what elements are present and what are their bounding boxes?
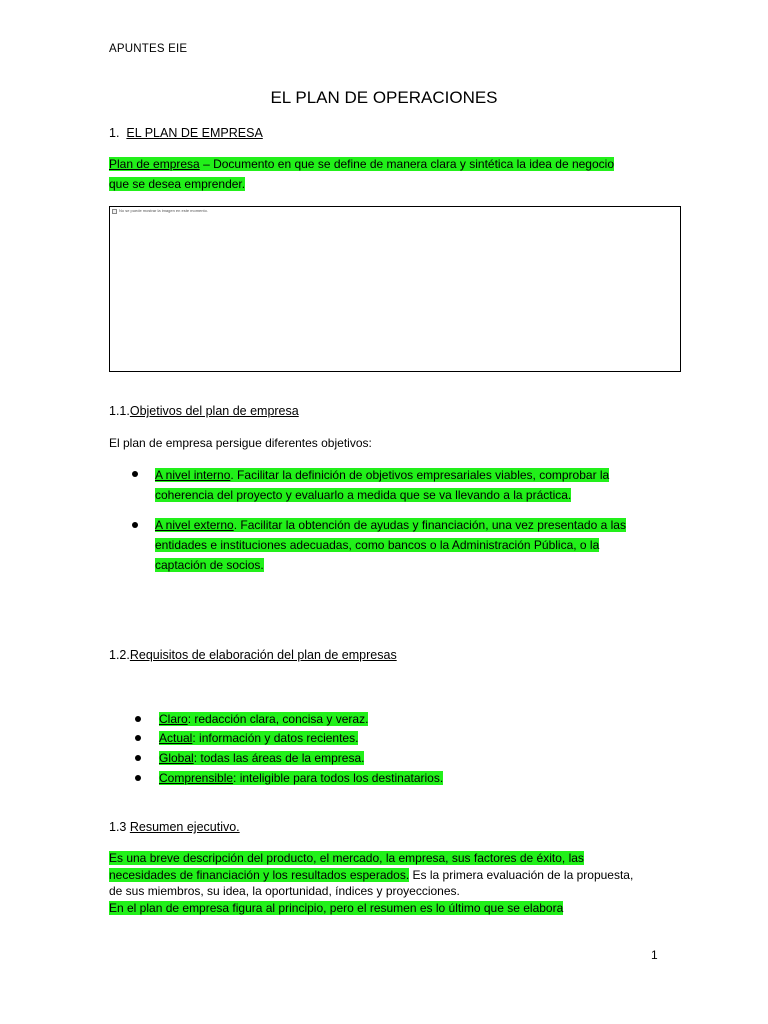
image-placeholder bbox=[109, 206, 681, 372]
section-1-1-number: 1.1. bbox=[109, 404, 130, 418]
objective-external-line1: . Facilitar la obtención de ayudas y financiación, una vez presentado a las bbox=[233, 518, 626, 532]
requirement-actual-text: : información y datos recientes. bbox=[192, 731, 359, 745]
section-1-number: 1. bbox=[109, 126, 120, 140]
requirement-claro-text: : redacción clara, concisa y veraz. bbox=[187, 712, 369, 726]
section-1-3-heading bbox=[109, 820, 240, 834]
objective-internal-line2: coherencia del proyecto y evaluarlo a medida que se va llevando a la práctica. bbox=[155, 488, 572, 502]
requirement-comprensible-text: : inteligible para todos los destinatarios. bbox=[233, 771, 444, 785]
definition-term: Plan de empresa bbox=[109, 157, 200, 171]
objective-internal-term: A nivel interno bbox=[155, 468, 231, 482]
summary-line2-rest: Es la primera evaluación de la propuesta, bbox=[409, 867, 634, 882]
section-1-1-title: Objetivos del plan de empresa bbox=[129, 404, 299, 418]
definition-text-line1: – Documento en que se define de manera clara y sintética la idea de negocio bbox=[199, 157, 614, 171]
requirement-comprensible bbox=[159, 768, 443, 788]
image-alt-text: No se puede mostrar la imagen en este momento. bbox=[119, 208, 208, 213]
summary-line1: Es una breve descripción del producto, el mercado, la empresa, sus factores de éxito, las bbox=[109, 851, 584, 865]
bullet-dot bbox=[132, 471, 138, 477]
requirement-comprensible-term: Comprensible bbox=[159, 771, 234, 785]
bullet-dot bbox=[135, 735, 141, 741]
requirement-actual-term: Actual bbox=[159, 731, 193, 745]
summary-line4: En el plan de empresa figura al principio, pero el resumen es lo último que se elabora bbox=[109, 900, 564, 915]
section-1-1-heading bbox=[109, 404, 299, 418]
page-header: APUNTES EIE bbox=[109, 43, 188, 55]
objective-internal bbox=[155, 465, 659, 505]
requirement-global-text: : todas las áreas de la empresa. bbox=[193, 751, 365, 765]
bullet-dot bbox=[132, 522, 138, 528]
requirement-claro-term: Claro bbox=[159, 712, 188, 726]
requirement-global-term: Global bbox=[159, 751, 194, 765]
section-1-2-number: 1.2. bbox=[109, 648, 130, 662]
requirement-claro bbox=[159, 709, 368, 729]
objective-external-line2: entidades e instituciones adecuadas, como bancos o la Administración Pública, o la bbox=[155, 538, 600, 552]
section-1-3-number: 1.3 bbox=[109, 820, 127, 834]
objective-internal-line1: . Facilitar la definición de objetivos empresariales viables, comprobar la bbox=[230, 468, 610, 482]
objective-external-term: A nivel externo bbox=[155, 518, 234, 532]
broken-image-icon bbox=[112, 209, 117, 214]
page-number: 1 bbox=[651, 948, 658, 962]
objectives-intro: El plan de empresa persigue diferentes objetivos: bbox=[109, 436, 372, 450]
objective-external bbox=[155, 515, 659, 575]
section-1-title: EL PLAN DE EMPRESA bbox=[126, 126, 263, 140]
section-1-2-heading bbox=[109, 648, 397, 662]
objective-external-line3: captación de socios. bbox=[155, 558, 264, 572]
section-1-3-title: Resumen ejecutivo. bbox=[129, 820, 240, 834]
bullet-dot bbox=[135, 775, 141, 781]
document-title: EL PLAN DE OPERACIONES bbox=[270, 88, 498, 107]
executive-summary-paragraph bbox=[109, 850, 659, 916]
section-1-heading bbox=[109, 126, 263, 140]
requirement-actual bbox=[159, 728, 358, 748]
section-1-2-title: Requisitos de elaboración del plan de empresas bbox=[129, 648, 397, 662]
bullet-dot bbox=[135, 716, 141, 722]
definition-text-line2: que se desea emprender. bbox=[109, 177, 246, 191]
requirement-global bbox=[159, 748, 364, 768]
summary-line3: de sus miembros, su idea, la oportunidad, índices y proyecciones. bbox=[109, 884, 460, 898]
summary-line2-highlighted: necesidades de financiación y los resultados esperados. bbox=[109, 867, 410, 882]
bullet-dot bbox=[135, 755, 141, 761]
plan-empresa-definition bbox=[109, 154, 659, 194]
